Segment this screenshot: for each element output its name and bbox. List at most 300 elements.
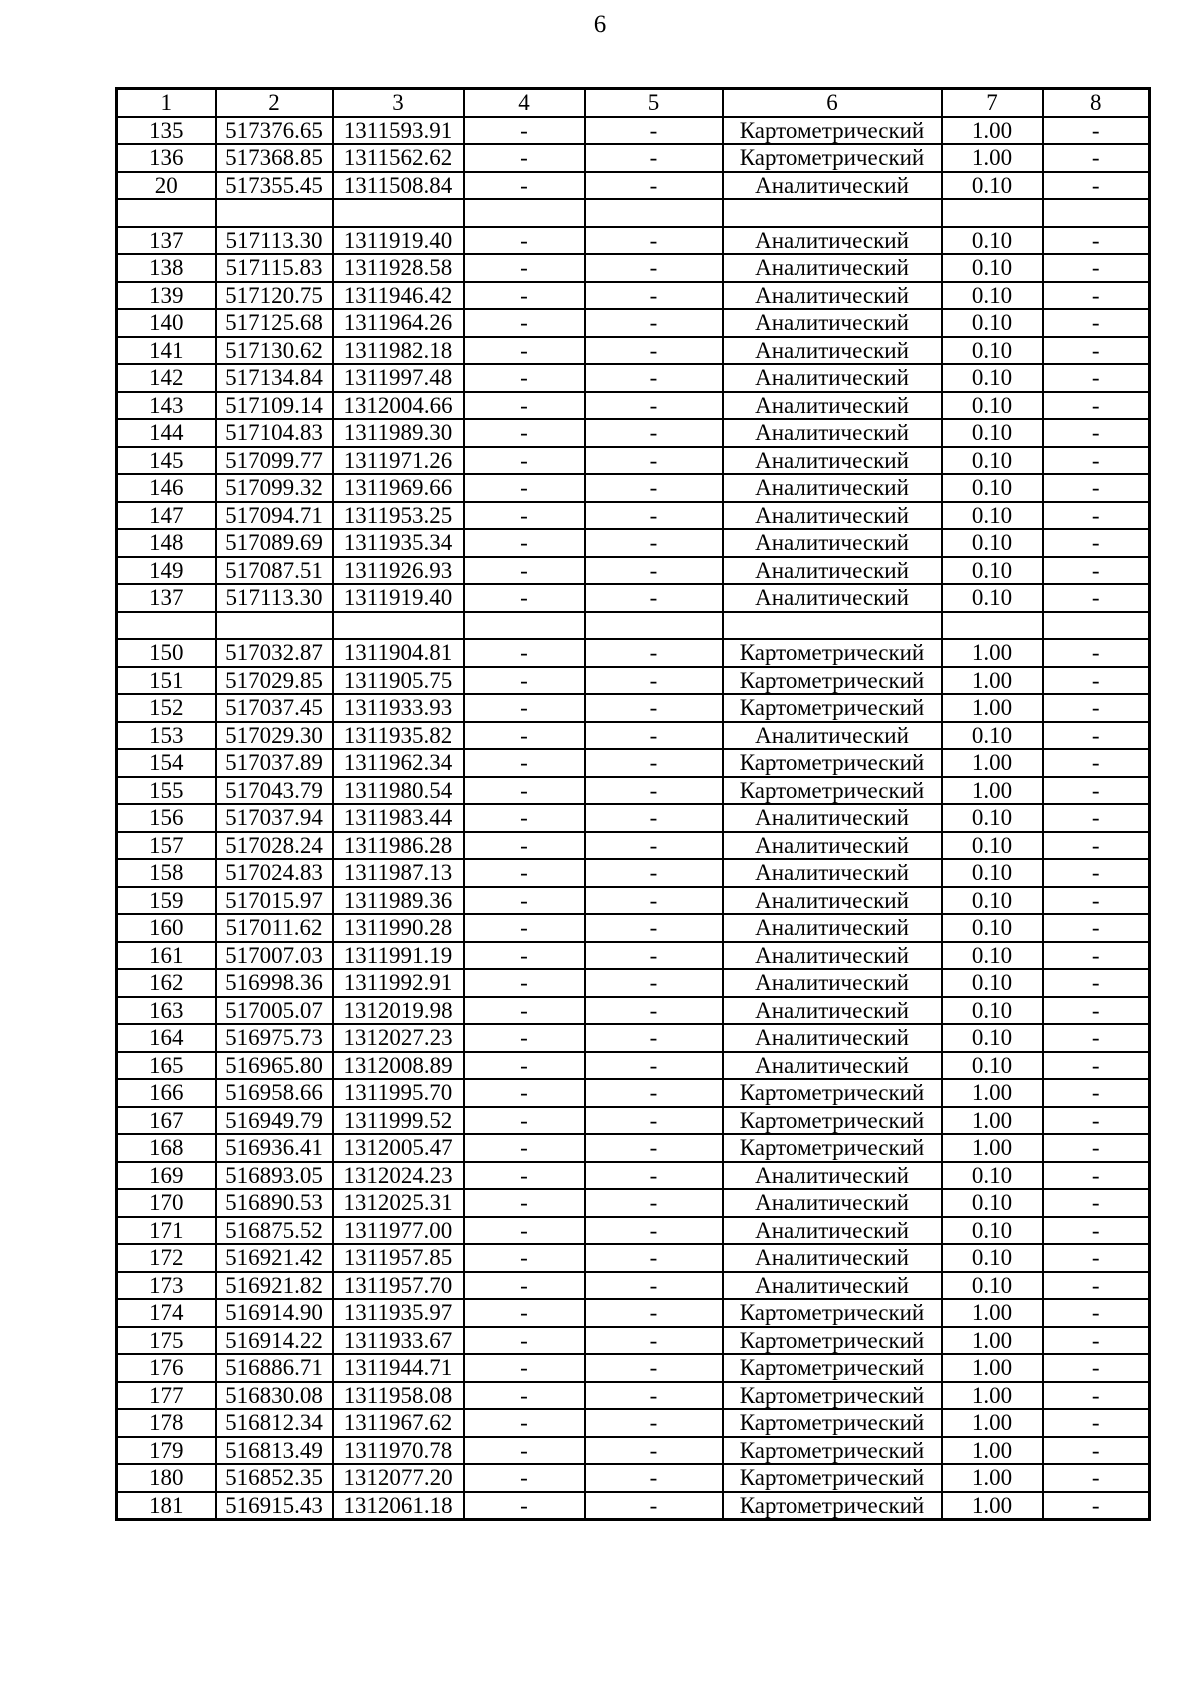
point-number-cell: 168 xyxy=(117,1134,216,1162)
accuracy-cell: 1.00 xyxy=(942,1107,1043,1135)
accuracy-cell: 0.10 xyxy=(942,337,1043,365)
column-4-cell: - xyxy=(464,694,585,722)
x-coordinate-cell: 516958.66 xyxy=(216,1079,333,1107)
table-header-row xyxy=(117,89,1150,117)
x-coordinate-cell: 517043.79 xyxy=(216,777,333,805)
column-5-cell: - xyxy=(585,667,723,695)
accuracy-cell: 1.00 xyxy=(942,1134,1043,1162)
table-row xyxy=(117,1189,1150,1217)
y-coordinate-cell: 1311508.84 xyxy=(333,172,464,200)
column-5-cell: - xyxy=(585,1492,723,1520)
point-number-cell: 172 xyxy=(117,1244,216,1272)
accuracy-cell: 0.10 xyxy=(942,969,1043,997)
x-coordinate-cell: 517032.87 xyxy=(216,639,333,667)
column-8-cell: - xyxy=(1043,1464,1150,1492)
column-8-cell: - xyxy=(1043,309,1150,337)
accuracy-cell: 0.10 xyxy=(942,914,1043,942)
x-coordinate-cell: 517368.85 xyxy=(216,144,333,172)
column-4-cell: - xyxy=(464,474,585,502)
method-cell xyxy=(723,199,942,227)
column-4-cell: - xyxy=(464,1492,585,1520)
table-row xyxy=(117,667,1150,695)
y-coordinate-cell: 1311928.58 xyxy=(333,254,464,282)
y-coordinate-cell: 1312025.31 xyxy=(333,1189,464,1217)
x-coordinate-cell xyxy=(216,199,333,227)
y-coordinate-cell: 1311957.70 xyxy=(333,1272,464,1300)
column-4-cell: - xyxy=(464,584,585,612)
column-1-point-number-header: 1 xyxy=(117,89,216,117)
point-number-cell: 145 xyxy=(117,447,216,475)
accuracy-cell: 1.00 xyxy=(942,1464,1043,1492)
y-coordinate-cell: 1311983.44 xyxy=(333,804,464,832)
column-4-cell: - xyxy=(464,1024,585,1052)
y-coordinate-cell: 1311980.54 xyxy=(333,777,464,805)
point-number-cell xyxy=(117,612,216,640)
accuracy-cell: 1.00 xyxy=(942,1327,1043,1355)
column-8-cell: - xyxy=(1043,1437,1150,1465)
column-4-cell: - xyxy=(464,364,585,392)
y-coordinate-cell: 1311926.93 xyxy=(333,557,464,585)
table-row xyxy=(117,997,1150,1025)
column-8-cell: - xyxy=(1043,1272,1150,1300)
y-coordinate-cell: 1311995.70 xyxy=(333,1079,464,1107)
column-4-cell: - xyxy=(464,227,585,255)
column-5-cell: - xyxy=(585,1162,723,1190)
x-coordinate-cell: 517120.75 xyxy=(216,282,333,310)
y-coordinate-cell xyxy=(333,199,464,227)
accuracy-cell: 1.00 xyxy=(942,777,1043,805)
table-row xyxy=(117,392,1150,420)
method-cell: Картометрический xyxy=(723,667,942,695)
column-8-cell: - xyxy=(1043,117,1150,145)
column-5-cell: - xyxy=(585,804,723,832)
method-cell: Аналитический xyxy=(723,1162,942,1190)
x-coordinate-cell: 516813.49 xyxy=(216,1437,333,1465)
table-row xyxy=(117,144,1150,172)
column-4-cell: - xyxy=(464,777,585,805)
x-coordinate-cell: 516965.80 xyxy=(216,1052,333,1080)
column-5-cell: - xyxy=(585,694,723,722)
column-5-cell: - xyxy=(585,227,723,255)
column-8-cell: - xyxy=(1043,1409,1150,1437)
accuracy-cell: 0.10 xyxy=(942,1244,1043,1272)
column-8-cell: - xyxy=(1043,364,1150,392)
table-row xyxy=(117,942,1150,970)
column-8-cell: - xyxy=(1043,474,1150,502)
x-coordinate-cell: 517037.45 xyxy=(216,694,333,722)
y-coordinate-cell: 1311935.97 xyxy=(333,1299,464,1327)
x-coordinate-cell: 517130.62 xyxy=(216,337,333,365)
accuracy-cell: 0.10 xyxy=(942,529,1043,557)
accuracy-cell: 1.00 xyxy=(942,117,1043,145)
x-coordinate-cell: 517011.62 xyxy=(216,914,333,942)
accuracy-cell: 1.00 xyxy=(942,1299,1043,1327)
accuracy-cell: 1.00 xyxy=(942,694,1043,722)
point-number-cell: 166 xyxy=(117,1079,216,1107)
accuracy-cell: 1.00 xyxy=(942,667,1043,695)
point-number-cell: 178 xyxy=(117,1409,216,1437)
column-8-cell: - xyxy=(1043,887,1150,915)
column-8-cell: - xyxy=(1043,392,1150,420)
column-5-cell: - xyxy=(585,1189,723,1217)
column-4-cell: - xyxy=(464,337,585,365)
column-8-cell: - xyxy=(1043,254,1150,282)
table-row xyxy=(117,1107,1150,1135)
method-cell: Аналитический xyxy=(723,887,942,915)
x-coordinate-cell: 517015.97 xyxy=(216,887,333,915)
column-8-cell: - xyxy=(1043,667,1150,695)
column-5-cell: - xyxy=(585,777,723,805)
method-cell: Картометрический xyxy=(723,1492,942,1520)
accuracy-cell: 0.10 xyxy=(942,447,1043,475)
point-number-cell: 139 xyxy=(117,282,216,310)
method-cell: Аналитический xyxy=(723,1272,942,1300)
column-4-cell: - xyxy=(464,1052,585,1080)
point-number-cell: 152 xyxy=(117,694,216,722)
point-number-cell: 154 xyxy=(117,749,216,777)
x-coordinate-cell: 517113.30 xyxy=(216,227,333,255)
accuracy-cell: 0.10 xyxy=(942,474,1043,502)
accuracy-cell: 0.10 xyxy=(942,419,1043,447)
accuracy-cell: 1.00 xyxy=(942,639,1043,667)
x-coordinate-cell: 516975.73 xyxy=(216,1024,333,1052)
column-4-cell: - xyxy=(464,282,585,310)
column-6-method-header: 6 xyxy=(723,89,942,117)
table-row xyxy=(117,1492,1150,1520)
point-number-cell: 177 xyxy=(117,1382,216,1410)
column-4-cell: - xyxy=(464,1382,585,1410)
column-4-cell: - xyxy=(464,1272,585,1300)
y-coordinate-cell: 1312061.18 xyxy=(333,1492,464,1520)
column-8-cell: - xyxy=(1043,722,1150,750)
accuracy-cell: 0.10 xyxy=(942,502,1043,530)
column-8-cell: - xyxy=(1043,1382,1150,1410)
column-5-cell: - xyxy=(585,474,723,502)
y-coordinate-cell: 1311953.25 xyxy=(333,502,464,530)
table-row xyxy=(117,227,1150,255)
method-cell: Аналитический xyxy=(723,447,942,475)
point-number-cell: 162 xyxy=(117,969,216,997)
accuracy-cell: 0.10 xyxy=(942,942,1043,970)
table-row xyxy=(117,447,1150,475)
table-row xyxy=(117,694,1150,722)
column-8-cell: - xyxy=(1043,1492,1150,1520)
method-cell: Аналитический xyxy=(723,942,942,970)
x-coordinate-cell: 516921.82 xyxy=(216,1272,333,1300)
method-cell: Картометрический xyxy=(723,1464,942,1492)
x-coordinate-cell: 516886.71 xyxy=(216,1354,333,1382)
accuracy-cell: 1.00 xyxy=(942,1409,1043,1437)
column-5-cell: - xyxy=(585,117,723,145)
method-cell: Аналитический xyxy=(723,282,942,310)
point-number-cell: 142 xyxy=(117,364,216,392)
x-coordinate-cell: 516921.42 xyxy=(216,1244,333,1272)
table-row xyxy=(117,419,1150,447)
column-8-cell: - xyxy=(1043,1107,1150,1135)
column-4-cell: - xyxy=(464,997,585,1025)
column-5-cell: - xyxy=(585,749,723,777)
point-number-cell: 137 xyxy=(117,584,216,612)
accuracy-cell: 0.10 xyxy=(942,859,1043,887)
column-5-cell: - xyxy=(585,1327,723,1355)
y-coordinate-cell: 1311957.85 xyxy=(333,1244,464,1272)
x-coordinate-cell: 517024.83 xyxy=(216,859,333,887)
column-8-header: 8 xyxy=(1043,89,1150,117)
column-8-cell: - xyxy=(1043,1327,1150,1355)
method-cell: Картометрический xyxy=(723,1354,942,1382)
accuracy-cell: 0.10 xyxy=(942,282,1043,310)
column-4-cell: - xyxy=(464,1409,585,1437)
point-number-cell: 160 xyxy=(117,914,216,942)
point-number-cell: 171 xyxy=(117,1217,216,1245)
column-8-cell: - xyxy=(1043,419,1150,447)
method-cell: Аналитический xyxy=(723,529,942,557)
column-8-cell: - xyxy=(1043,969,1150,997)
method-cell: Аналитический xyxy=(723,914,942,942)
table-row xyxy=(117,282,1150,310)
method-cell: Картометрический xyxy=(723,1079,942,1107)
method-cell: Картометрический xyxy=(723,694,942,722)
column-4-cell: - xyxy=(464,1134,585,1162)
column-8-cell: - xyxy=(1043,144,1150,172)
column-5-cell: - xyxy=(585,557,723,585)
x-coordinate-cell: 516893.05 xyxy=(216,1162,333,1190)
y-coordinate-cell: 1312005.47 xyxy=(333,1134,464,1162)
x-coordinate-cell: 517134.84 xyxy=(216,364,333,392)
table-row xyxy=(117,309,1150,337)
column-4-cell: - xyxy=(464,144,585,172)
column-4-cell xyxy=(464,612,585,640)
method-cell: Аналитический xyxy=(723,364,942,392)
method-cell: Аналитический xyxy=(723,1052,942,1080)
x-coordinate-cell: 516852.35 xyxy=(216,1464,333,1492)
point-number-cell: 175 xyxy=(117,1327,216,1355)
column-5-cell: - xyxy=(585,639,723,667)
column-5-cell: - xyxy=(585,1134,723,1162)
method-cell: Аналитический xyxy=(723,804,942,832)
x-coordinate-cell: 517037.89 xyxy=(216,749,333,777)
y-coordinate-cell: 1311989.36 xyxy=(333,887,464,915)
accuracy-cell: 0.10 xyxy=(942,392,1043,420)
accuracy-cell: 0.10 xyxy=(942,997,1043,1025)
point-number-cell: 149 xyxy=(117,557,216,585)
column-8-cell: - xyxy=(1043,172,1150,200)
point-number-cell: 140 xyxy=(117,309,216,337)
column-8-cell: - xyxy=(1043,584,1150,612)
column-4-cell: - xyxy=(464,1189,585,1217)
point-number-cell: 153 xyxy=(117,722,216,750)
y-coordinate-cell: 1312008.89 xyxy=(333,1052,464,1080)
y-coordinate-cell: 1311971.26 xyxy=(333,447,464,475)
method-cell: Картометрический xyxy=(723,1382,942,1410)
point-number-cell: 144 xyxy=(117,419,216,447)
table-row xyxy=(117,804,1150,832)
y-coordinate-cell xyxy=(333,612,464,640)
column-4-cell: - xyxy=(464,529,585,557)
method-cell: Картометрический xyxy=(723,1134,942,1162)
column-8-cell xyxy=(1043,612,1150,640)
point-number-cell: 161 xyxy=(117,942,216,970)
column-4-cell: - xyxy=(464,1107,585,1135)
table-row xyxy=(117,1354,1150,1382)
point-number-cell: 163 xyxy=(117,997,216,1025)
method-cell: Аналитический xyxy=(723,832,942,860)
x-coordinate-cell: 517115.83 xyxy=(216,254,333,282)
column-5-cell: - xyxy=(585,1024,723,1052)
column-8-cell: - xyxy=(1043,914,1150,942)
y-coordinate-cell: 1312027.23 xyxy=(333,1024,464,1052)
column-5-cell: - xyxy=(585,969,723,997)
y-coordinate-cell: 1311982.18 xyxy=(333,337,464,365)
x-coordinate-cell: 516875.52 xyxy=(216,1217,333,1245)
method-cell: Аналитический xyxy=(723,337,942,365)
method-cell: Аналитический xyxy=(723,419,942,447)
table-row xyxy=(117,1162,1150,1190)
column-4-cell: - xyxy=(464,804,585,832)
x-coordinate-cell: 516914.22 xyxy=(216,1327,333,1355)
x-coordinate-cell: 517087.51 xyxy=(216,557,333,585)
column-5-cell: - xyxy=(585,1409,723,1437)
column-8-cell: - xyxy=(1043,282,1150,310)
column-8-cell: - xyxy=(1043,529,1150,557)
y-coordinate-cell: 1311935.34 xyxy=(333,529,464,557)
column-8-cell: - xyxy=(1043,1189,1150,1217)
column-5-cell: - xyxy=(585,172,723,200)
table-row xyxy=(117,502,1150,530)
x-coordinate-cell: 517099.77 xyxy=(216,447,333,475)
y-coordinate-cell: 1311969.66 xyxy=(333,474,464,502)
column-8-cell: - xyxy=(1043,1244,1150,1272)
column-4-cell: - xyxy=(464,667,585,695)
point-number-cell: 137 xyxy=(117,227,216,255)
point-number-cell: 181 xyxy=(117,1492,216,1520)
y-coordinate-cell: 1312077.20 xyxy=(333,1464,464,1492)
accuracy-cell: 0.10 xyxy=(942,557,1043,585)
table-row xyxy=(117,722,1150,750)
accuracy-cell: 0.10 xyxy=(942,1162,1043,1190)
x-coordinate-cell: 517109.14 xyxy=(216,392,333,420)
x-coordinate-cell: 517007.03 xyxy=(216,942,333,970)
table-row xyxy=(117,364,1150,392)
column-5-cell: - xyxy=(585,1299,723,1327)
accuracy-cell: 0.10 xyxy=(942,227,1043,255)
column-5-cell xyxy=(585,199,723,227)
table-row xyxy=(117,914,1150,942)
column-5-cell: - xyxy=(585,722,723,750)
point-number-cell xyxy=(117,199,216,227)
method-cell: Картометрический xyxy=(723,639,942,667)
table-row xyxy=(117,1272,1150,1300)
accuracy-cell: 0.10 xyxy=(942,722,1043,750)
column-4-cell: - xyxy=(464,1244,585,1272)
y-coordinate-cell: 1311977.00 xyxy=(333,1217,464,1245)
accuracy-cell: 1.00 xyxy=(942,1079,1043,1107)
method-cell: Аналитический xyxy=(723,309,942,337)
column-4-cell: - xyxy=(464,1437,585,1465)
column-5-cell: - xyxy=(585,1382,723,1410)
method-cell: Аналитический xyxy=(723,584,942,612)
column-8-cell: - xyxy=(1043,1052,1150,1080)
column-4-cell: - xyxy=(464,1327,585,1355)
table-body xyxy=(117,89,1150,1520)
column-5-cell: - xyxy=(585,1217,723,1245)
y-coordinate-cell: 1311967.62 xyxy=(333,1409,464,1437)
x-coordinate-cell: 517125.68 xyxy=(216,309,333,337)
column-5-cell: - xyxy=(585,502,723,530)
column-4-cell: - xyxy=(464,859,585,887)
column-5-cell xyxy=(585,612,723,640)
point-number-cell: 174 xyxy=(117,1299,216,1327)
table-row xyxy=(117,1024,1150,1052)
y-coordinate-cell: 1311904.81 xyxy=(333,639,464,667)
column-2-x-header: 2 xyxy=(216,89,333,117)
point-number-cell: 150 xyxy=(117,639,216,667)
accuracy-cell: 1.00 xyxy=(942,1492,1043,1520)
x-coordinate-cell: 517376.65 xyxy=(216,117,333,145)
y-coordinate-cell: 1311919.40 xyxy=(333,227,464,255)
point-number-cell: 155 xyxy=(117,777,216,805)
x-coordinate-cell: 516998.36 xyxy=(216,969,333,997)
table-row xyxy=(117,887,1150,915)
column-5-cell: - xyxy=(585,1464,723,1492)
table-row xyxy=(117,969,1150,997)
column-4-cell: - xyxy=(464,172,585,200)
point-number-cell: 146 xyxy=(117,474,216,502)
x-coordinate-cell: 516812.34 xyxy=(216,1409,333,1437)
x-coordinate-cell: 516915.43 xyxy=(216,1492,333,1520)
y-coordinate-cell: 1312024.23 xyxy=(333,1162,464,1190)
y-coordinate-cell: 1311935.82 xyxy=(333,722,464,750)
column-4-cell: - xyxy=(464,749,585,777)
accuracy-cell: 1.00 xyxy=(942,1354,1043,1382)
column-8-cell: - xyxy=(1043,804,1150,832)
column-8-cell: - xyxy=(1043,749,1150,777)
accuracy-cell: 0.10 xyxy=(942,309,1043,337)
method-cell: Аналитический xyxy=(723,997,942,1025)
column-5-cell: - xyxy=(585,309,723,337)
method-cell: Аналитический xyxy=(723,227,942,255)
x-coordinate-cell: 517029.30 xyxy=(216,722,333,750)
x-coordinate-cell: 516914.90 xyxy=(216,1299,333,1327)
point-number-cell: 156 xyxy=(117,804,216,832)
column-5-cell: - xyxy=(585,859,723,887)
y-coordinate-cell: 1311992.91 xyxy=(333,969,464,997)
point-number-cell: 141 xyxy=(117,337,216,365)
column-5-cell: - xyxy=(585,997,723,1025)
column-5-cell: - xyxy=(585,1079,723,1107)
column-4-cell: - xyxy=(464,1079,585,1107)
column-8-cell: - xyxy=(1043,832,1150,860)
table-row xyxy=(117,557,1150,585)
column-5-cell: - xyxy=(585,1437,723,1465)
accuracy-cell: 0.10 xyxy=(942,172,1043,200)
point-number-cell: 170 xyxy=(117,1189,216,1217)
point-number-cell: 169 xyxy=(117,1162,216,1190)
y-coordinate-cell: 1311944.71 xyxy=(333,1354,464,1382)
point-number-cell: 157 xyxy=(117,832,216,860)
column-8-cell: - xyxy=(1043,337,1150,365)
y-coordinate-cell: 1311970.78 xyxy=(333,1437,464,1465)
y-coordinate-cell: 1311990.28 xyxy=(333,914,464,942)
method-cell xyxy=(723,612,942,640)
method-cell: Картометрический xyxy=(723,777,942,805)
method-cell: Аналитический xyxy=(723,859,942,887)
table-row xyxy=(117,777,1150,805)
point-number-cell: 165 xyxy=(117,1052,216,1080)
column-4-cell: - xyxy=(464,254,585,282)
y-coordinate-cell: 1311997.48 xyxy=(333,364,464,392)
column-5-cell: - xyxy=(585,447,723,475)
